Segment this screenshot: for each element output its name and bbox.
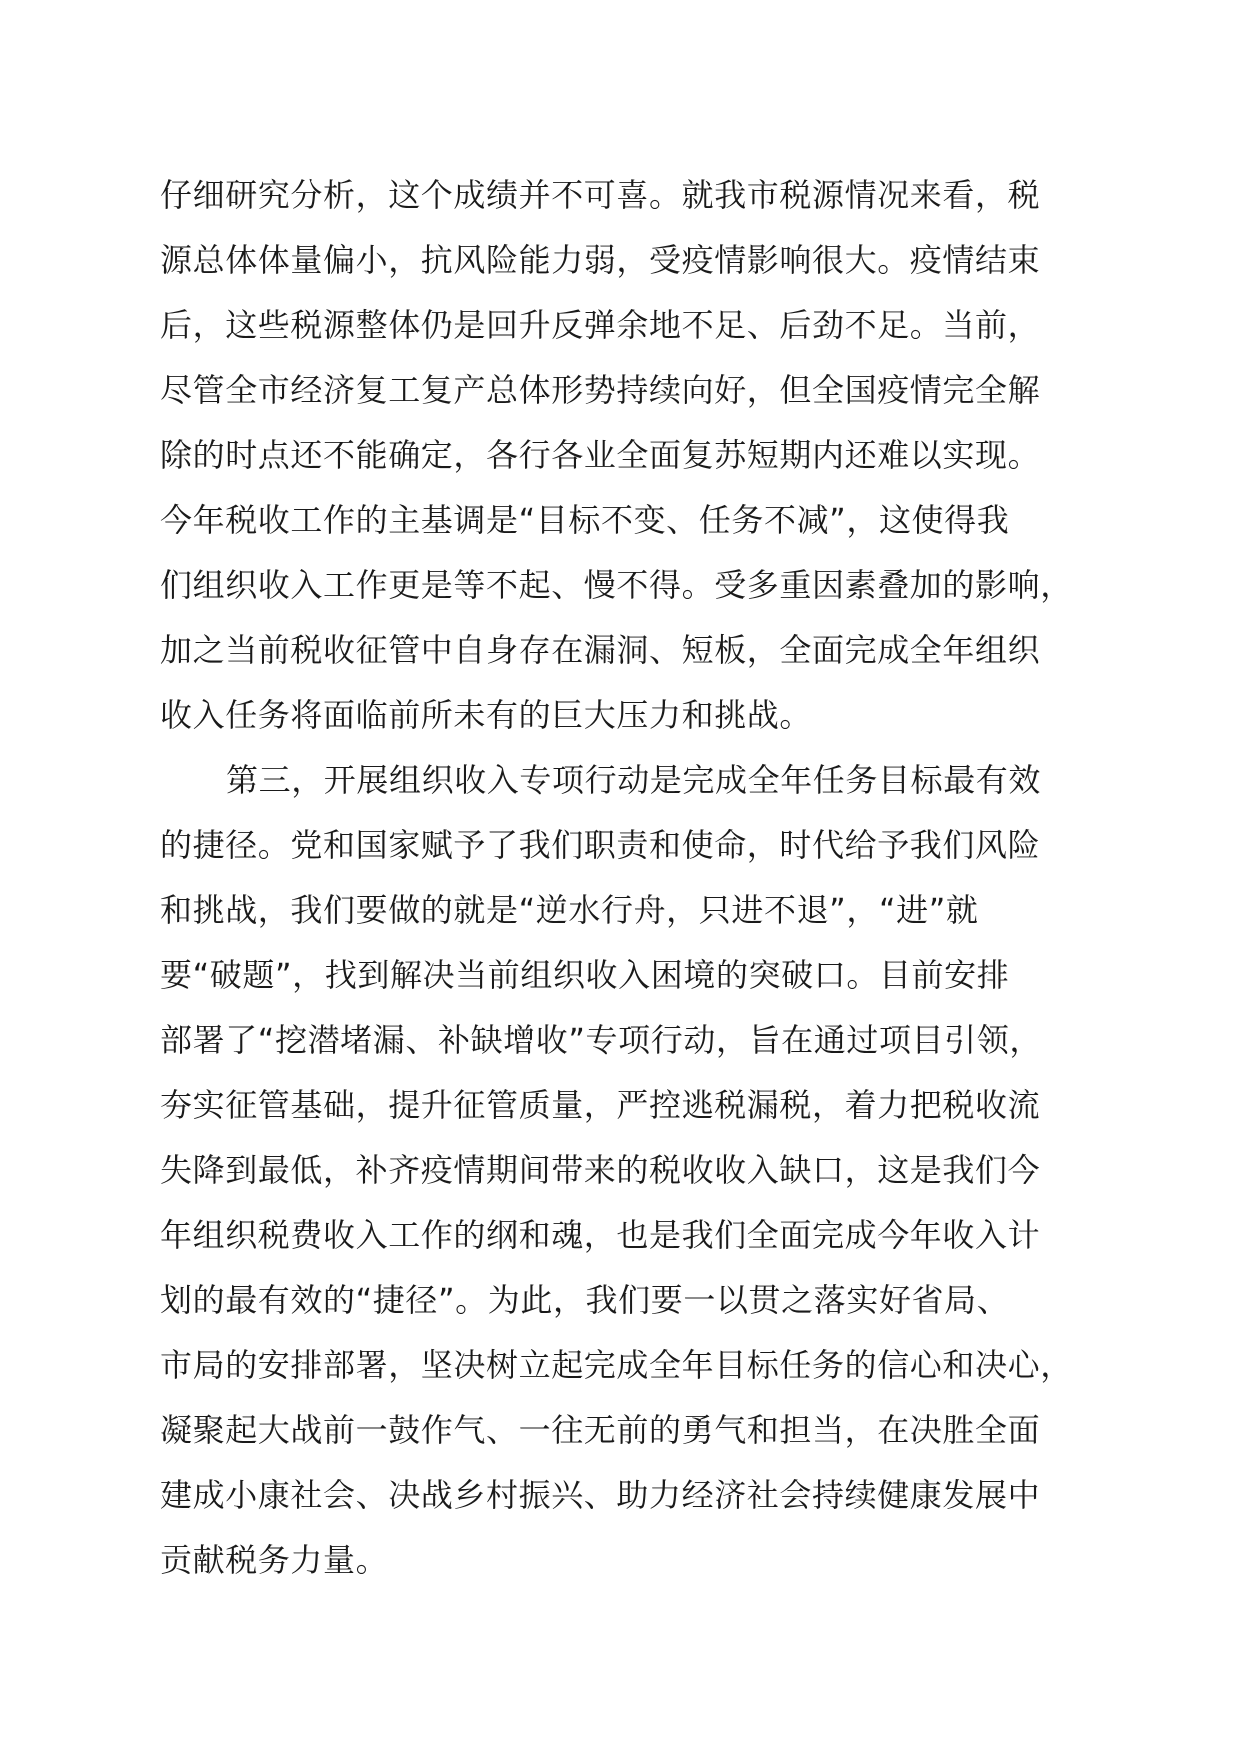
text-line: 部署了“挖潜堵漏、补缺增收”专项行动，旨在通过项目引领， bbox=[160, 1021, 1042, 1059]
text-line: 凝聚起大战前一鼓作气、一往无前的勇气和担当，在决胜全面 bbox=[160, 1411, 1041, 1449]
paragraph-start-line: 第三，开展组织收入专项行动是完成全年任务目标最有效 bbox=[226, 761, 1042, 799]
text-line: 们组织收入工作更是等不起、慢不得。受多重因素叠加的影响， bbox=[160, 566, 1073, 604]
text-line: 收入任务将面临前所未有的巨大压力和挑战。 bbox=[160, 696, 813, 734]
text-line: 建成小康社会、决战乡村振兴、助力经济社会持续健康发展中 bbox=[160, 1476, 1041, 1514]
text-line: 要“破题”，找到解决当前组织收入困境的突破口。目前安排 bbox=[160, 956, 1010, 994]
text-line: 夯实征管基础，提升征管质量，严控逃税漏税，着力把税收流 bbox=[160, 1086, 1041, 1124]
text-line: 尽管全市经济复工复产总体形势持续向好，但全国疫情完全解 bbox=[160, 371, 1041, 409]
text-line: 仔细研究分析，这个成绩并不可喜。就我市税源情况来看，税 bbox=[160, 176, 1041, 214]
text-line: 后，这些税源整体仍是回升反弹余地不足、后劲不足。当前， bbox=[160, 306, 1041, 344]
text-line: 失降到最低，补齐疫情期间带来的税收收入缺口，这是我们今 bbox=[160, 1151, 1041, 1189]
text-line: 的捷径。党和国家赋予了我们职责和使命，时代给予我们风险 bbox=[160, 826, 1041, 864]
text-line: 划的最有效的“捷径”。为此，我们要一以贯之落实好省局、 bbox=[160, 1281, 1010, 1319]
text-line: 除的时点还不能确定，各行各业全面复苏短期内还难以实现。 bbox=[160, 436, 1041, 474]
text-line: 贡献税务力量。 bbox=[160, 1541, 389, 1579]
text-line: 加之当前税收征管中自身存在漏洞、短板，全面完成全年组织 bbox=[160, 631, 1041, 669]
document-body bbox=[160, 163, 1120, 1593]
text-line: 年组织税费收入工作的纲和魂，也是我们全面完成今年收入计 bbox=[160, 1216, 1041, 1254]
text-line: 今年税收工作的主基调是“目标不变、任务不减”，这使得我 bbox=[160, 501, 1010, 539]
text-line: 和挑战，我们要做的就是“逆水行舟，只进不退”，“进”就 bbox=[160, 891, 979, 929]
text-line: 市局的安排部署，坚决树立起完成全年目标任务的信心和决心， bbox=[160, 1346, 1073, 1384]
text-line: 源总体体量偏小，抗风险能力弱，受疫情影响很大。疫情结束 bbox=[160, 241, 1041, 279]
